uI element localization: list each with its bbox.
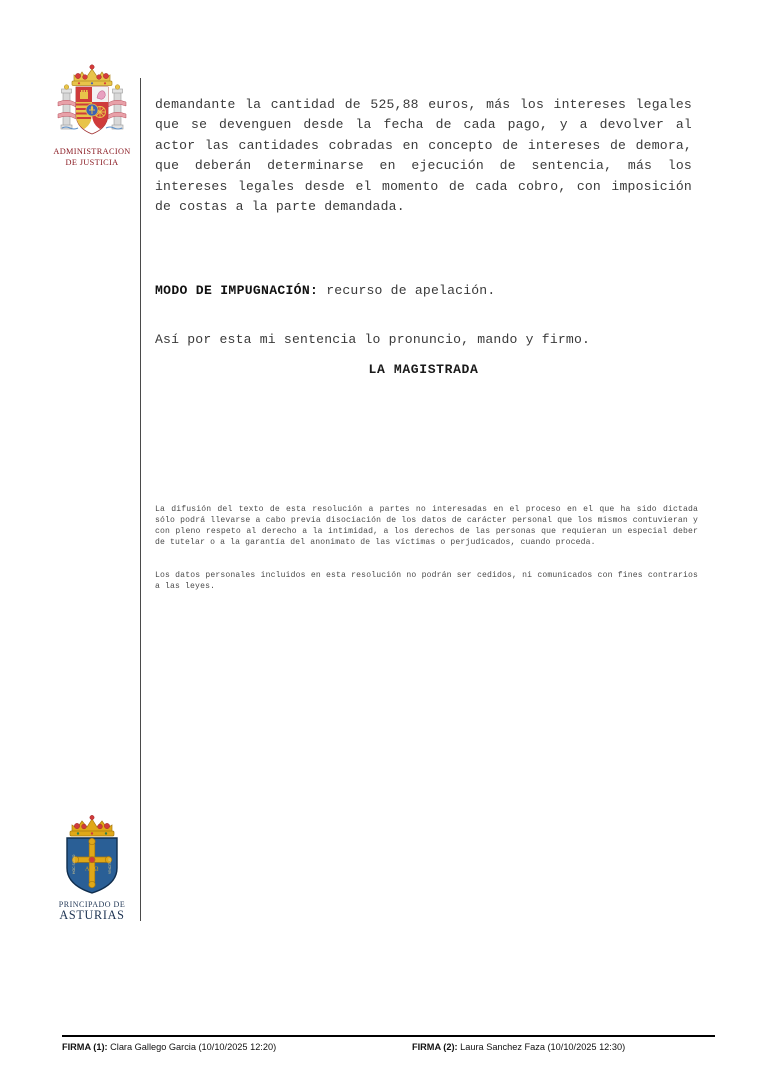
modo-de-impugnacion-label: MODO DE IMPUGNACIÓN: (155, 283, 319, 298)
asturias-caption-line-1: PRINCIPADO DE (58, 900, 126, 909)
disclaimer-paragraph-1: La difusión del texto de esta resolución a partes no interesadas en el proceso en el que ha sido dictada sólo podrá llevarse a cabo previa disociación de los datos de carácter personal que los mismos contuvieran y con pleno respeto al derecho a la intimidad, a los derechos de las personas que requieran un especial deber de tutelar o a la garantía del anonimato de las víctimas o perjudicados, cuando proceda. (155, 505, 698, 548)
signature-2-value: Laura Sanchez Faza (10/10/2025 12:30) (457, 1042, 626, 1052)
svg-text:VINCITUR: VINCITUR (108, 857, 112, 874)
svg-text:Ω: Ω (94, 866, 99, 873)
signature-1-label: FIRMA (1): (62, 1042, 108, 1052)
asturias-coat-of-arms-icon (56, 812, 128, 898)
emblem-caption-line-2: DE JUSTICIA (65, 158, 119, 168)
principado-de-asturias-emblem (47, 812, 137, 922)
asturias-caption-line-2: ASTURIAS (59, 908, 125, 922)
vertical-margin-rule (140, 78, 141, 921)
footer-signatures (62, 1042, 715, 1058)
footer-divider (62, 1035, 715, 1037)
main-paragraph: demandante la cantidad de 525,88 euros, más los intereses legales que se devenguen desde la fecha de cada pago, y a devolver al actor las cantidades cobradas en concepto de intereses de demora, que deberán determinarse en ejecución de sentencia, más los intereses legales desde el momento de cada cobro, con imposición de costas a la parte demandada. (155, 97, 692, 215)
svg-text:A: A (85, 866, 90, 873)
modo-de-impugnacion-line (155, 281, 692, 301)
disclaimer-paragraph-2: Los datos personales incluidos en esta resolución no podrán ser cedidos, ni comunicados con fines contrarios a las leyes. (155, 571, 698, 592)
emblem-caption-line-1: ADMINISTRACION (53, 147, 131, 156)
administracion-de-justicia-emblem (47, 62, 137, 169)
signature-2-label: FIRMA (2): (412, 1042, 458, 1052)
signature-2 (412, 1042, 625, 1052)
signer-title: LA MAGISTRADA (368, 362, 479, 377)
modo-de-impugnacion-value: recurso de apelación. (318, 283, 496, 298)
svg-text:HOC SIGNO: HOC SIGNO (72, 854, 76, 874)
spain-coat-of-arms-icon (54, 62, 130, 146)
signature-1-value: Clara Gallego Garcia (10/10/2025 12:20) (107, 1042, 277, 1052)
signature-1 (62, 1042, 276, 1052)
pronuncio-line: Así por esta mi sentencia lo pronuncio, mando y firmo. (155, 332, 591, 347)
left-margin-column (0, 0, 141, 1086)
